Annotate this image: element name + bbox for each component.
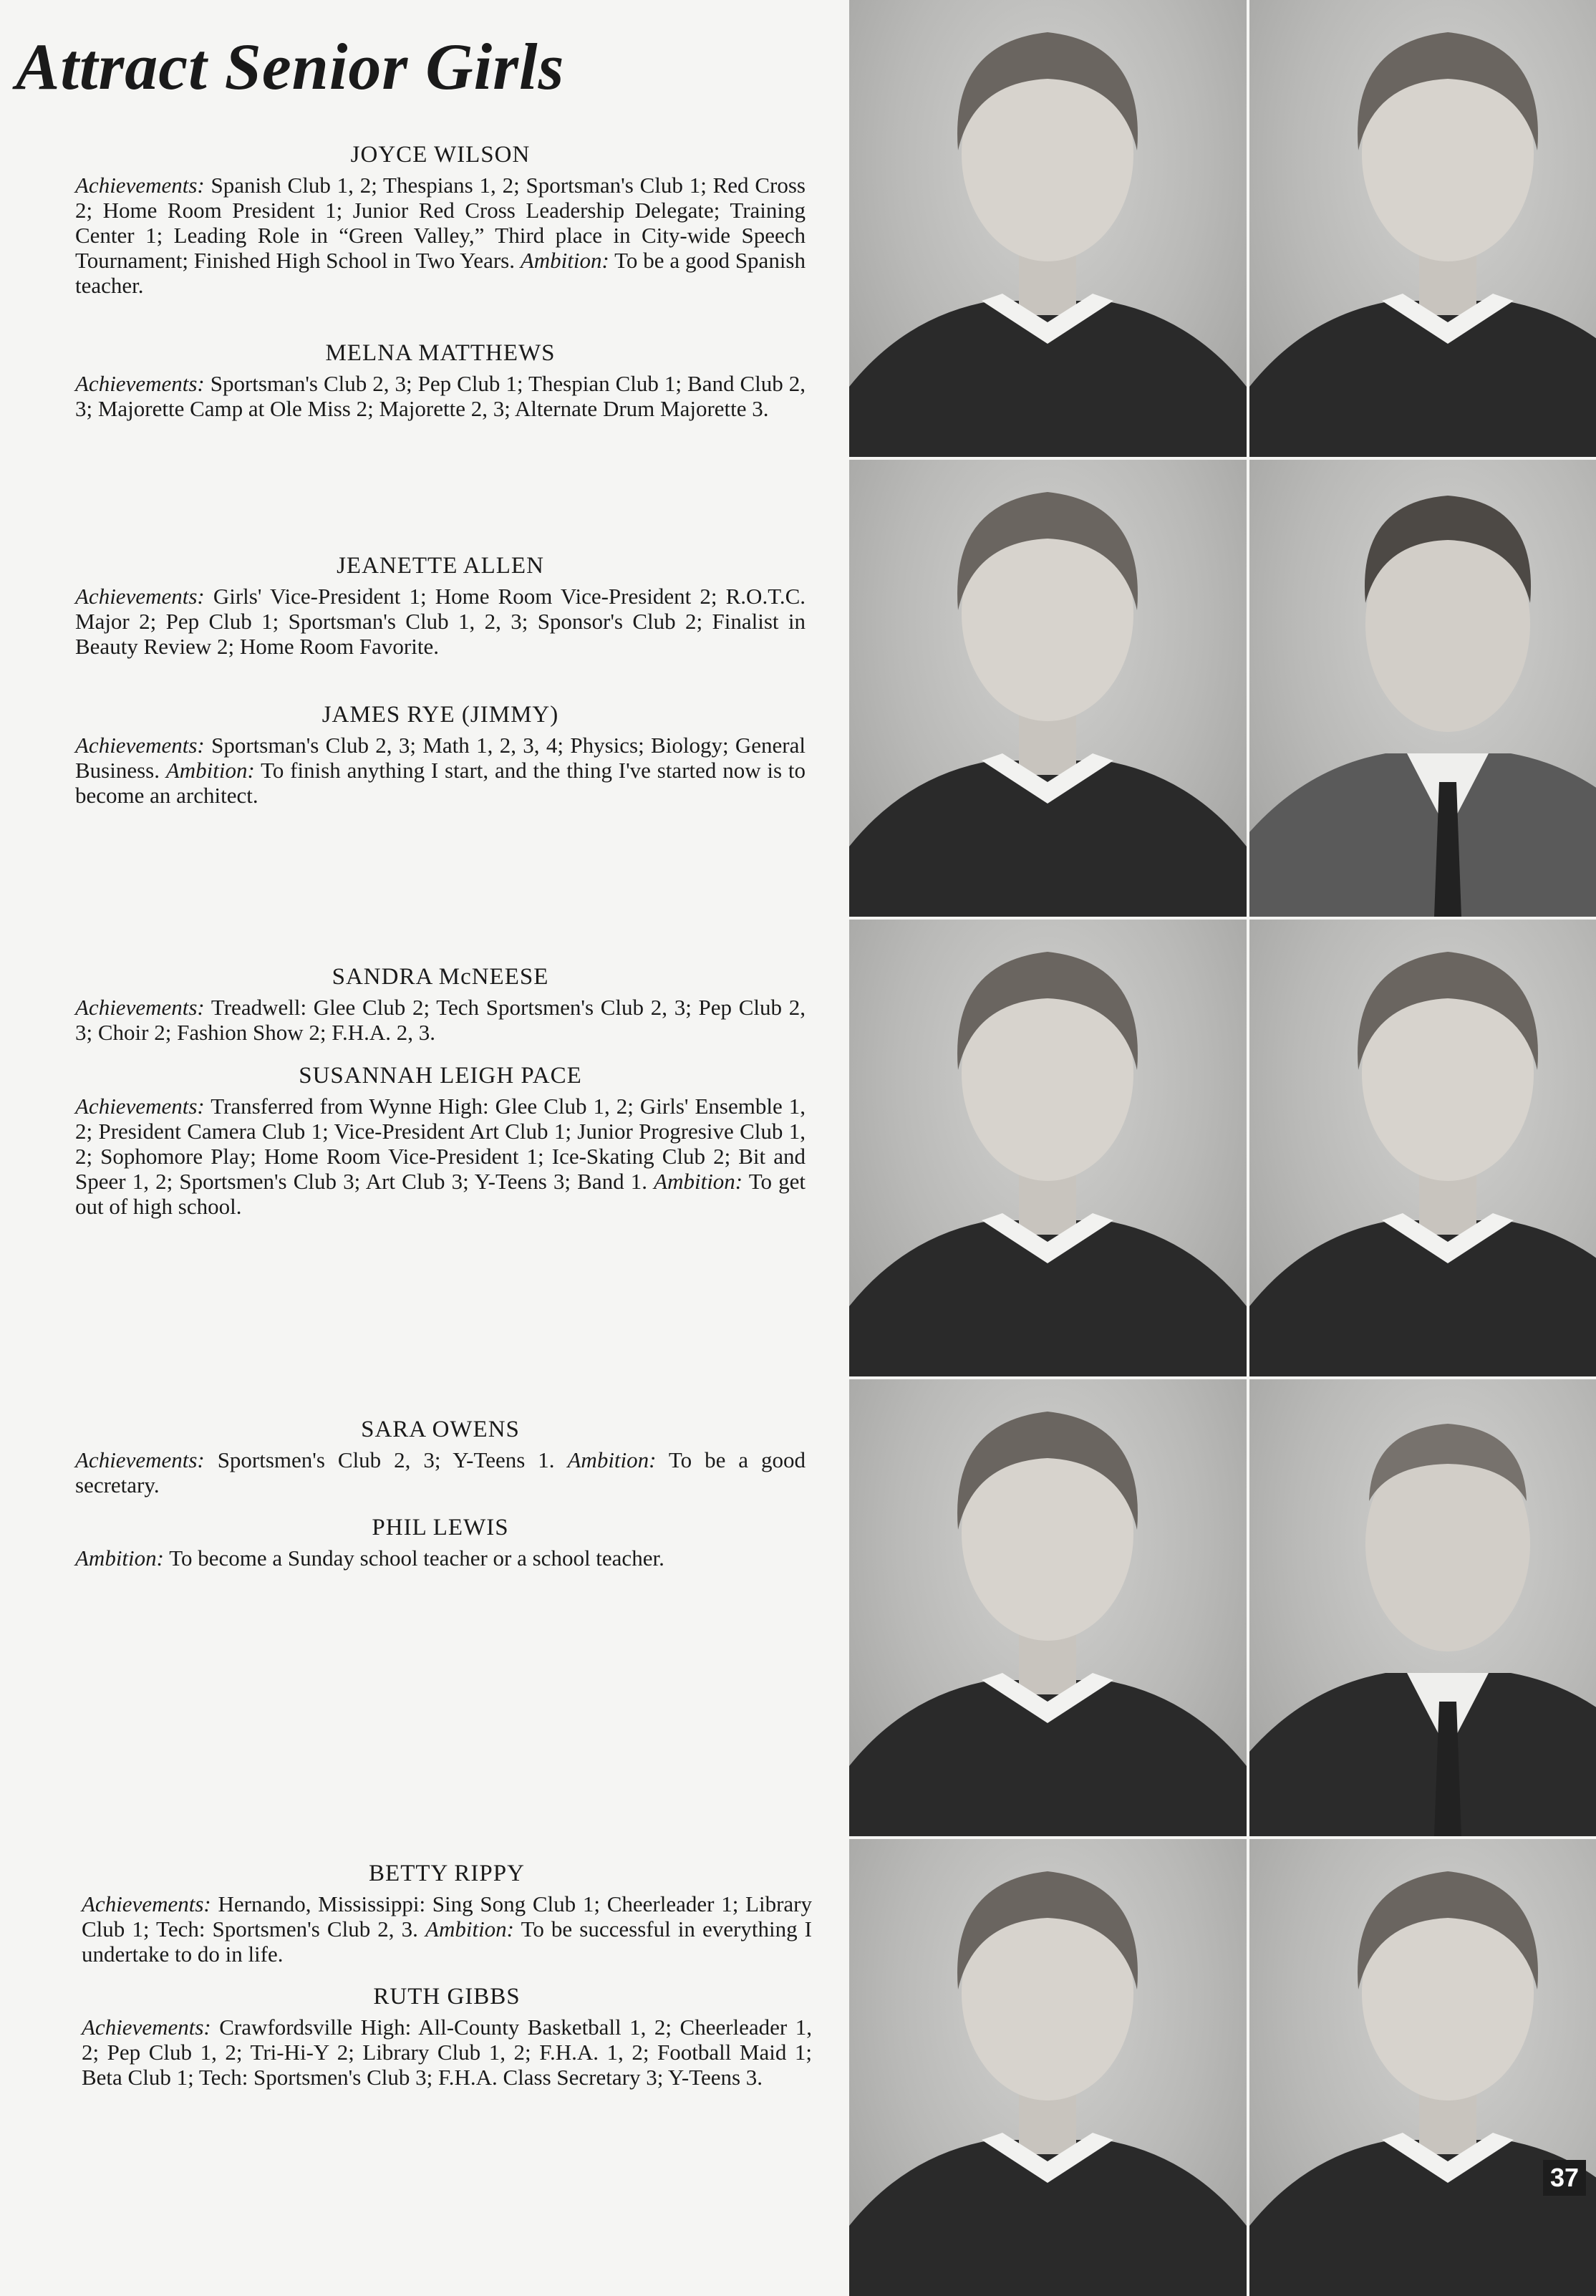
portrait-photo bbox=[1249, 460, 1596, 917]
achievements-text: Sportsman's Club 2, 3; Pep Club 1; Thespian Club 1; Band Club 2, 3; Majorette Camp at Ole Miss 2; Majorette 2, 3; Alternate Drum Majorette 3. bbox=[75, 371, 806, 421]
entry-jeanette-allen bbox=[75, 553, 806, 659]
student-bio bbox=[82, 1891, 812, 1967]
student-name: MELNA MATTHEWS bbox=[325, 340, 556, 366]
achievements-label: Achievements: bbox=[75, 173, 205, 198]
portrait-photo bbox=[849, 460, 1247, 917]
entry-joyce-wilson bbox=[75, 142, 806, 298]
achievements-label: Achievements: bbox=[75, 1447, 205, 1472]
student-name: RUTH GIBBS bbox=[373, 1984, 521, 2010]
entry-ruth-gibbs bbox=[82, 1984, 812, 2090]
achievements-text: Sportsman's Club 2, 3; Math 1, 2, 3, 4; Physics; Biology; General Business. bbox=[75, 733, 806, 783]
student-bio bbox=[75, 1447, 806, 1497]
ambition-label: Ambition: bbox=[567, 1447, 657, 1472]
entry-betty-rippy bbox=[82, 1861, 812, 1967]
ambition-label: Ambition: bbox=[654, 1169, 743, 1194]
achievements-text: Crawfordsville High: All-County Basketball 1, 2; Cheerleader 1, 2; Pep Club 1, 2; Tri-Hi-Y 2; Library Club 1, 2; F.H.A. 1, 2; Football Maid 1; Beta Club 1; Tech: Sportsmen's Club 3; F.H.A. Class Secretary 3; Y-Teens 3. bbox=[82, 2015, 812, 2090]
achievements-text: Hernando, Mississippi: Sing Song Club 1; Cheerleader 1; Library Club 1; Tech: Sportsmen's Club 2, 3. bbox=[82, 1891, 812, 1942]
entry-sara-owens bbox=[75, 1417, 806, 1497]
entry-james-rye bbox=[75, 702, 806, 808]
ambition-label: Ambition: bbox=[520, 248, 609, 273]
student-bio bbox=[75, 173, 806, 298]
ambition-label: Ambition: bbox=[165, 758, 255, 783]
achievements-label: Achievements: bbox=[82, 2015, 211, 2040]
achievements-label: Achievements: bbox=[82, 1891, 211, 1916]
student-bio bbox=[75, 371, 806, 421]
portrait-photo bbox=[1249, 920, 1596, 1376]
portrait-photo bbox=[849, 920, 1247, 1376]
ambition-label: Ambition: bbox=[75, 1545, 164, 1571]
achievements-text: Girls' Vice-President 1; Home Room Vice-President 2; R.O.T.C. Major 2; Pep Club 1; Sportsman's Club 1, 2, 3; Sponsor's Club 2; Finalist in Beauty Review 2; Home Room Favorite. bbox=[75, 584, 806, 659]
student-name: JAMES RYE (JIMMY) bbox=[321, 702, 559, 728]
achievements-label: Achievements: bbox=[75, 733, 205, 758]
achievements-text: Transferred from Wynne High: Glee Club 1, 2; Girls' Ensemble 1, 2; President Camera Club 1; Vice-President Art Club 1; Junior Progresive Club 1, 2; Sophomore Play; Home Room Vice-President 1; Ice-Skating Club 2; Bit and Speer 1, 2; Sportsmen's Club 3; Art Club 3; Y-Teens 3; Band 1. bbox=[75, 1094, 806, 1194]
ambition-text: To be a good Spanish teacher. bbox=[75, 248, 806, 298]
achievements-text: Spanish Club 1, 2; Thespians 1, 2; Sportsman's Club 1; Red Cross 2; Home Room President 1; Junior Red Cross Leadership Delegate; Training Center 1; Leading Role in “Green Valley,” Third place in City-wide Speech Tournament; Finished High School in Two Years. bbox=[75, 173, 806, 273]
ambition-text: To be a good secretary. bbox=[75, 1447, 806, 1497]
entry-sandra-mcneese bbox=[75, 964, 806, 1045]
student-bio bbox=[75, 1094, 806, 1219]
student-name: JOYCE WILSON bbox=[350, 142, 531, 168]
achievements-label: Achievements: bbox=[75, 371, 205, 396]
student-name: SARA OWENS bbox=[361, 1417, 520, 1442]
student-name: SUSANNAH LEIGH PACE bbox=[299, 1063, 582, 1089]
entry-susannah-leigh-pace bbox=[75, 1063, 806, 1219]
student-bio bbox=[75, 584, 806, 659]
page-title: Attract Senior Girls bbox=[16, 30, 565, 103]
achievements-text: Treadwell: Glee Club 2; Tech Sportsmen's Club 2, 3; Pep Club 2, 3; Choir 2; Fashion Show 2; F.H.A. 2, 3. bbox=[75, 995, 806, 1045]
student-name: SANDRA McNEESE bbox=[332, 964, 549, 990]
entry-melna-matthews bbox=[75, 340, 806, 421]
student-name: JEANETTE ALLEN bbox=[337, 553, 544, 579]
ambition-label: Ambition: bbox=[425, 1916, 515, 1942]
portrait-photo bbox=[849, 0, 1247, 457]
ambition-text: To get out of high school. bbox=[75, 1169, 806, 1219]
achievements-label: Achievements: bbox=[75, 995, 205, 1020]
achievements-text: Sportsmen's Club 2, 3; Y-Teens 1. bbox=[217, 1447, 555, 1472]
student-bio bbox=[75, 1545, 806, 1571]
portrait-photo bbox=[849, 1839, 1247, 2296]
ambition-text: To become a Sunday school teacher or a school teacher. bbox=[169, 1545, 664, 1571]
ambition-text: To be successful in everything I undertake to do in life. bbox=[82, 1916, 813, 1967]
student-bio bbox=[75, 995, 806, 1045]
portrait-photo bbox=[1249, 0, 1596, 457]
student-bio bbox=[82, 2015, 812, 2090]
ambition-text: To finish anything I start, and the thing I've started now is to become an architect. bbox=[75, 758, 806, 808]
page-number: 37 bbox=[1543, 2160, 1586, 2196]
student-name: BETTY RIPPY bbox=[369, 1861, 525, 1886]
portrait-photo bbox=[1249, 1379, 1596, 1836]
achievements-label: Achievements: bbox=[75, 584, 205, 609]
student-name: PHIL LEWIS bbox=[372, 1515, 509, 1540]
achievements-label: Achievements: bbox=[75, 1094, 205, 1119]
portrait-photo bbox=[849, 1379, 1247, 1836]
portrait-photo bbox=[1249, 1839, 1596, 2296]
entry-phil-lewis bbox=[75, 1515, 806, 1571]
student-bio bbox=[75, 733, 806, 808]
